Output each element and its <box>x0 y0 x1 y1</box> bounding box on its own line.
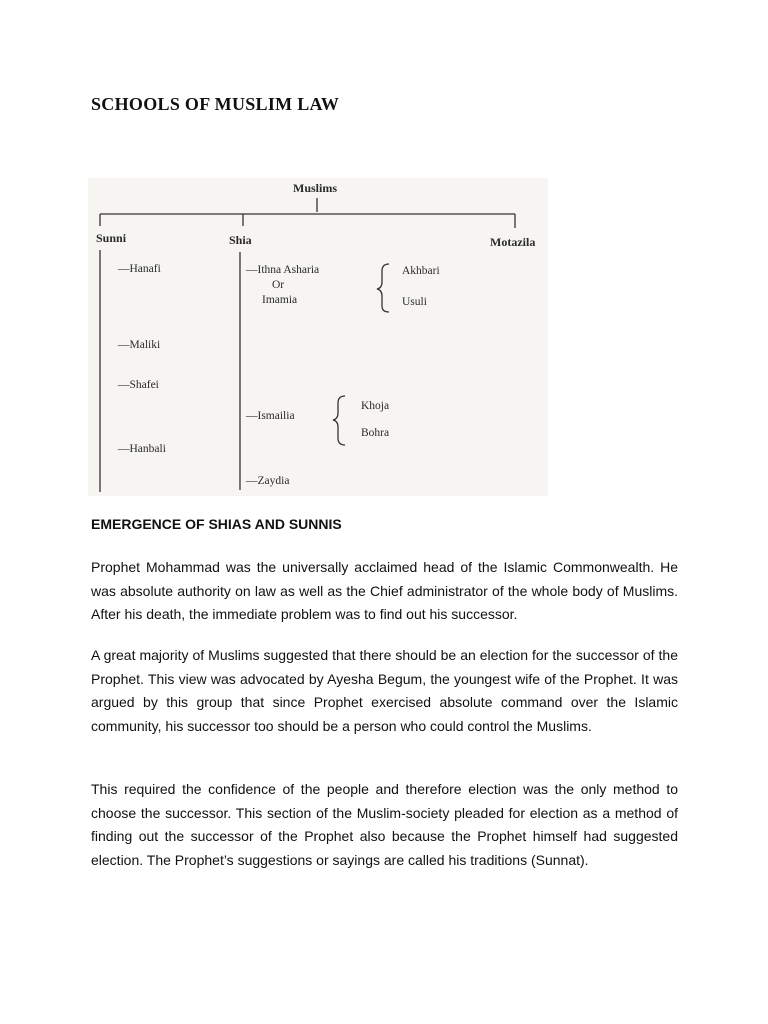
schools-diagram <box>88 178 548 496</box>
page-title: SCHOOLS OF MUSLIM LAW <box>91 94 340 114</box>
shia-label: Shia <box>229 233 252 247</box>
section-heading: EMERGENCE OF SHIAS AND SUNNIS <box>91 516 342 532</box>
sunni-school-hanbali: —Hanbali <box>118 443 166 455</box>
ithna-brace <box>377 264 389 312</box>
sunni-label: Sunni <box>96 231 127 245</box>
shia-ithna-line3: Imamia <box>262 294 298 306</box>
schools-tree-svg <box>88 178 548 496</box>
shia-ithna-line1: —Ithna Asharia <box>246 264 320 276</box>
root-label: Muslims <box>293 181 338 195</box>
ithna-sub-akhbari: Akhbari <box>402 265 440 277</box>
shia-ithna-line2: Or <box>272 279 285 291</box>
shia-ismailia: —Ismailia <box>246 410 295 422</box>
sunni-school-hanafi: —Hanafi <box>118 263 161 275</box>
ismailia-sub-bohra: Bohra <box>361 427 390 439</box>
motazila-label: Motazila <box>490 235 536 249</box>
ithna-sub-usuli: Usuli <box>402 296 427 308</box>
ismailia-brace <box>333 396 345 445</box>
sunni-school-shafei: —Shafei <box>118 379 159 391</box>
paragraph-1: Prophet Mohammad was the universally acclaimed head of the Islamic Commonwealth. He was absolute authority on law as well as the Chief administrator of the whole body of Muslims. After his death, the immediate problem was to find out his successor. <box>91 559 678 622</box>
paragraph-3: This required the confidence of the people and therefore election was the only method to choose the successor. This section of the Muslim-society pleaded for election as a method of finding out the successor of the Prophet also because the Prophet himself had suggested election. The Prophet’s suggestions or sayings are called his traditions (Sunnat). <box>91 781 678 868</box>
ismailia-sub-khoja: Khoja <box>361 400 390 412</box>
sunni-school-maliki: —Maliki <box>118 339 161 351</box>
shia-zaydia: —Zaydia <box>246 475 290 487</box>
paragraph-2: A great majority of Muslims suggested that there should be an election for the successor of the Prophet. This view was advocated by Ayesha Begum, the youngest wife of the Prophet. It was argued by this group that since Prophet exercised absolute command over the Islamic community, his successor too should be a person who could control the Muslims. <box>91 647 678 734</box>
